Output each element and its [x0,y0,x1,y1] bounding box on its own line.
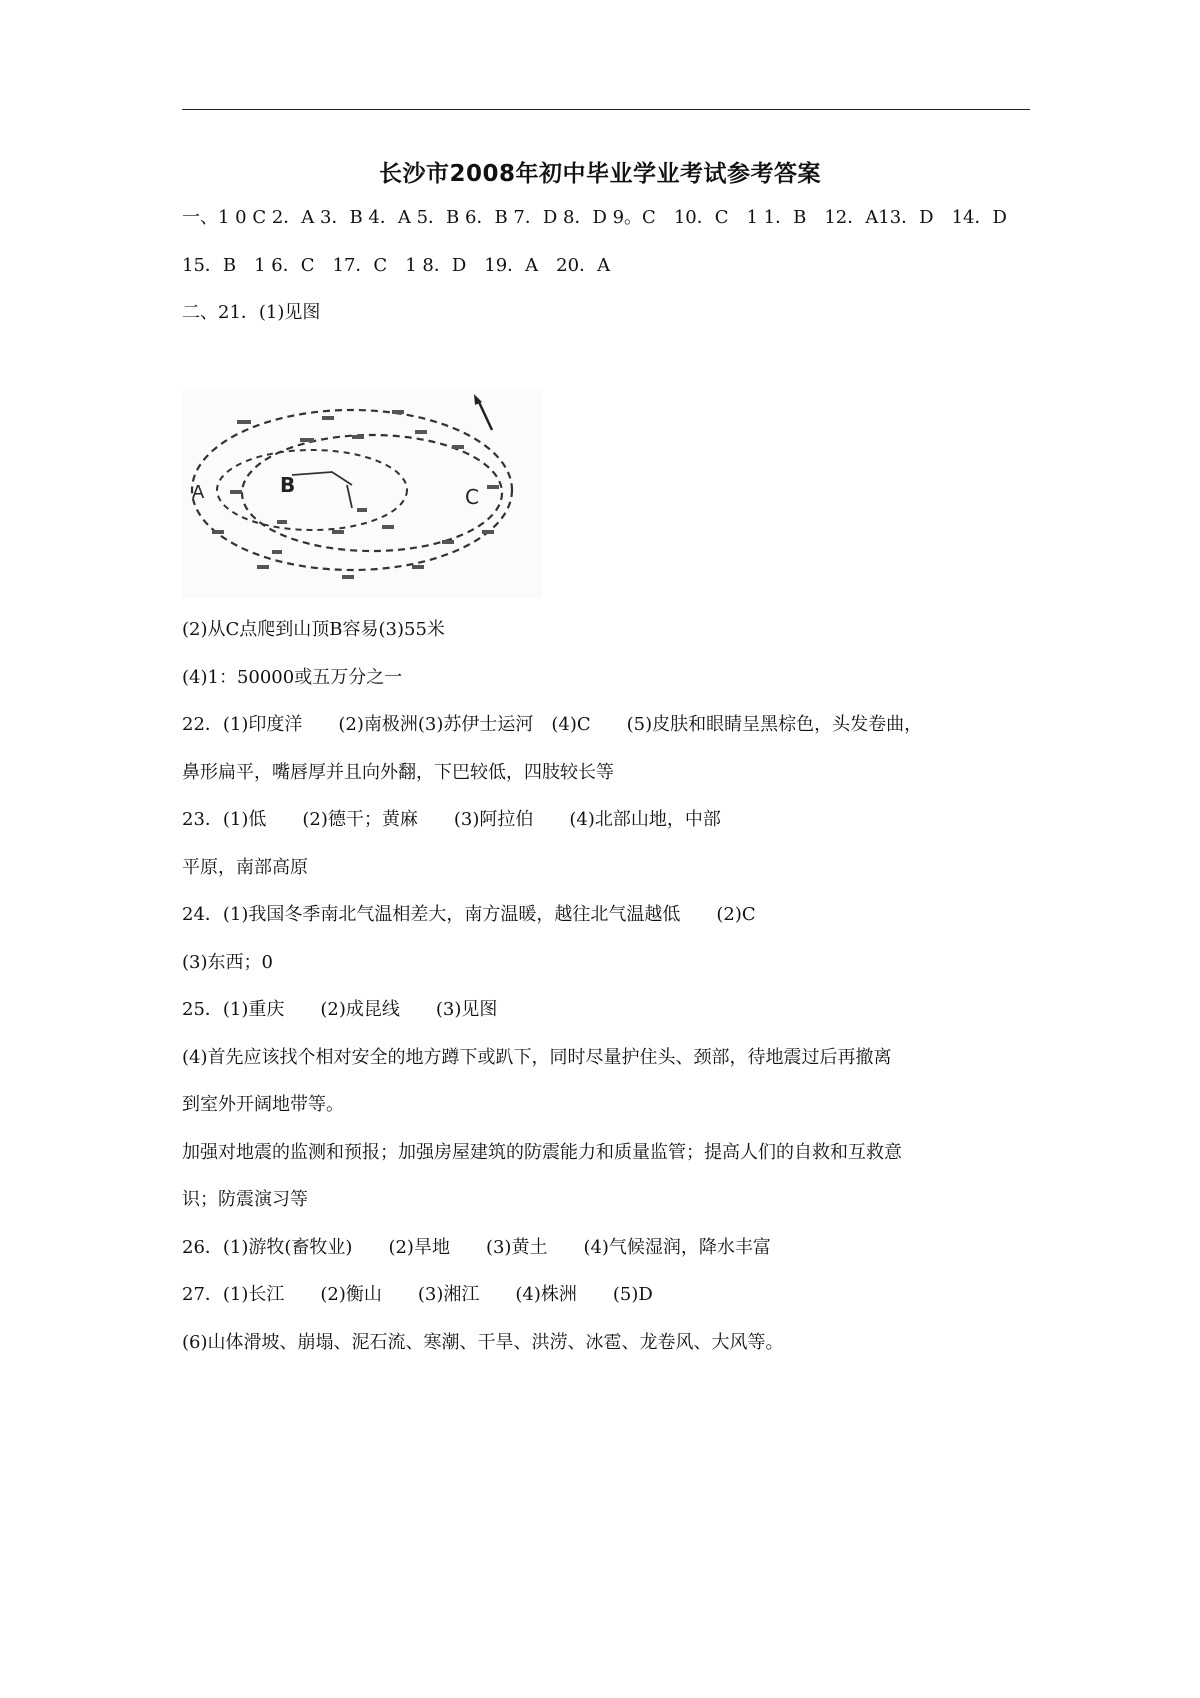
answer-line-15: 加强对地震的监测和预报；加强房屋建筑的防震能力和质量监管；提高人们的自救和互救意 [182,1142,902,1163]
answer-line-4: (2)从C点爬到山顶B容易(3)55米 [182,619,445,640]
contour-map-figure [182,390,542,598]
answer-line-10: 24．(1)我国冬季南北气温相差大，南方温暖，越往北气温越低 (2)C [182,904,756,925]
answer-line-17: 26．(1)游牧(畜牧业) (2)旱地 (3)黄土 (4)气候湿润，降水丰富 [182,1237,771,1258]
answer-line-7: 鼻形扁平，嘴唇厚并且向外翻，下巴较低，四肢较长等 [182,762,614,783]
document-title: 长沙市2008年初中毕业学业考试参考答案 [378,161,821,187]
answer-line-8: 23．(1)低 (2)德干；黄麻 (3)阿拉伯 (4)北部山地，中部 [182,809,721,830]
answer-line-11: (3)东西；0 [182,952,273,973]
answer-line-18: 27．(1)长江 (2)衡山 (3)湘江 (4)株洲 (5)D [182,1284,653,1305]
answer-line-5: (4)1：50000或五万分之一 [182,667,403,688]
answer-line-6: 22．(1)印度洋 (2)南极洲(3)苏伊士运河 (4)C (5)皮肤和眼睛呈黑棕色，头发卷曲， [182,714,923,735]
header-rule [182,109,1030,110]
point-label-c: C [465,485,479,509]
answer-line-14: 到室外开阔地带等。 [182,1094,344,1115]
point-label-b: B [280,473,296,497]
point-label-a: A [192,482,205,503]
answer-line-16: 识；防震演习等 [182,1189,308,1210]
answer-line-19: (6)山体滑坡、崩塌、泥石流、寒潮、干旱、洪涝、冰雹、龙卷风、大风等。 [182,1332,784,1353]
answer-line-3: 二、21．(1)见图 [182,302,321,323]
answer-line-2: 15．B 1 6．C 17．C 1 8．D 19．A 20．A [182,255,611,276]
answer-line-1: 一、1 0 C 2．A 3．B 4．A 5．B 6．B 7．D 8．D 9。C 10．C 1 1．B 12．A13．D 14．D [182,207,1007,228]
answer-line-13: (4)首先应该找个相对安全的地方蹲下或趴下，同时尽量护住头、颈部，待地震过后再撤离 [182,1047,892,1068]
answer-line-12: 25．(1)重庆 (2)成昆线 (3)见图 [182,999,498,1020]
answer-line-9: 平原，南部高原 [182,857,308,878]
